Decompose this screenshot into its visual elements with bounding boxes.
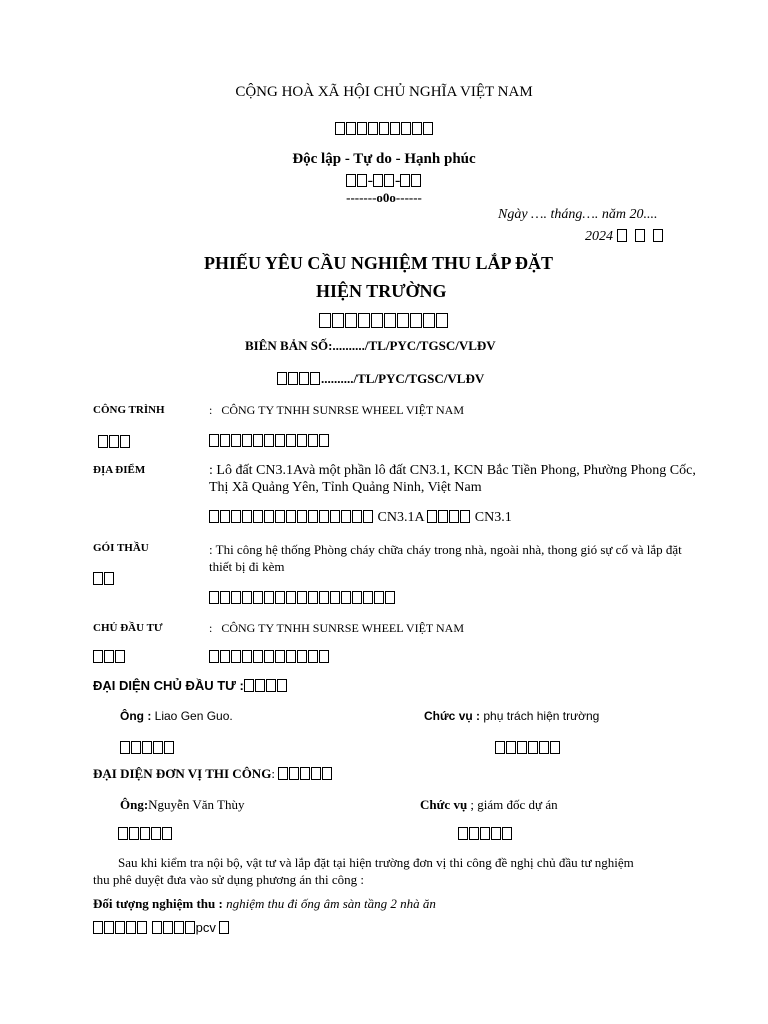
owner-label: CHỦ ĐẦU TƯ — [93, 622, 163, 634]
owner-rep-position: phụ trách hiện trường — [483, 709, 600, 723]
inspection-object-cn: pcv — [93, 920, 230, 935]
location-label: ĐỊA ĐIỂM — [93, 464, 146, 476]
body-paragraph-1: Sau khi kiểm tra nội bộ, vật tư và lắp đặt tại hiện trường đơn vị thi công đề nghị chủ đầu tư nghiệm — [118, 855, 634, 870]
owner-value-cn — [209, 648, 330, 666]
doc-title-line2: HIỆN TRƯỜNG — [316, 281, 447, 301]
package-value-2: thiết bị đi kèm — [209, 559, 285, 574]
contractor-rep-name-row: Ông:Nguyễn Văn Thùy — [120, 797, 245, 812]
owner-label-cn — [93, 648, 126, 666]
project-value-cn — [209, 432, 330, 450]
package-label-cn — [93, 570, 115, 588]
inspection-object-value: nghiệm thu đi ống âm sàn tầng 2 nhà ăn — [226, 896, 436, 911]
owner-rep-name: Liao Gen Guo. — [154, 709, 233, 723]
inspection-object-label: Đối tượng nghiệm thu : — [93, 896, 223, 911]
divider: -------o0o------ — [346, 190, 422, 205]
motto: Độc lập - Tự do - Hạnh phúc — [292, 151, 476, 167]
motto-cn: - - — [0, 172, 768, 190]
body-paragraph-2: thu phê duyệt đưa vào sử dụng phương án thi công : — [93, 872, 365, 887]
owner-value: : CÔNG TY TNHH SUNRSE WHEEL VIỆT NAM — [209, 621, 465, 635]
location-value-cn: CN3.1A CN3.1 — [209, 510, 512, 526]
date-vn: Ngày …. tháng…. năm 20.... — [498, 207, 658, 222]
contractor-rep-position-cn — [458, 825, 513, 843]
country-name: CỘNG HOÀ XÃ HỘI CHỦ NGHĨA VIỆT NAM — [235, 84, 533, 100]
owner-rep-name-row: Ông : Liao Gen Guo. — [120, 709, 233, 723]
package-value-cn — [209, 589, 396, 607]
inspection-object — [93, 896, 436, 912]
location-value-2: Thị Xã Quảng Yên, Tỉnh Quảng Ninh, Việt Nam — [209, 480, 482, 495]
country-name-cn — [0, 120, 768, 138]
contractor-rep-position: ; giám đốc dự án — [470, 797, 558, 812]
contractor-rep-name: Nguyễn Văn Thùy — [148, 797, 245, 812]
owner-rep-position-row: Chức vụ : phụ trách hiện trường — [424, 709, 600, 723]
project-value: : CÔNG TY TNHH SUNRSE WHEEL VIỆT NAM — [209, 403, 465, 417]
date-cn — [585, 229, 664, 245]
date-year: 2024 — [585, 229, 613, 244]
contractor-rep-heading: ĐẠI DIỆN ĐƠN VỊ THI CÔNG: — [93, 766, 333, 782]
location-value-1: : Lô đất CN3.1Avà một phần lô đất CN3.1, KCN Bắc Tiền Phong, Phường Phong Cốc, — [209, 463, 696, 478]
record-number: BIÊN BẢN SỐ:........../TL/PYC/TGSC/VLĐV — [245, 338, 496, 353]
doc-title-cn — [0, 313, 768, 331]
owner-rep-position-cn — [495, 739, 561, 757]
doc-title-line1: PHIẾU YÊU CẦU NGHIỆM THU LẮP ĐẶT — [204, 253, 554, 273]
package-label: GÓI THẦU — [93, 542, 149, 554]
project-label: CÔNG TRÌNH — [93, 404, 165, 416]
contractor-rep-name-cn — [118, 825, 173, 843]
record-number-cn: ........../TL/PYC/TGSC/VLĐV — [277, 371, 484, 387]
owner-rep-name-cn — [120, 739, 175, 757]
package-value-1: : Thi công hệ thống Phòng cháy chữa cháy trong nhà, ngoài nhà, thong gió sự cố và lắp đặt — [209, 542, 682, 557]
owner-rep-heading: ĐẠI DIỆN CHỦ ĐẦU TƯ : — [93, 678, 288, 693]
project-label-cn — [98, 433, 131, 451]
contractor-rep-position-row: Chức vụ ; giám đốc dự án — [420, 797, 558, 812]
